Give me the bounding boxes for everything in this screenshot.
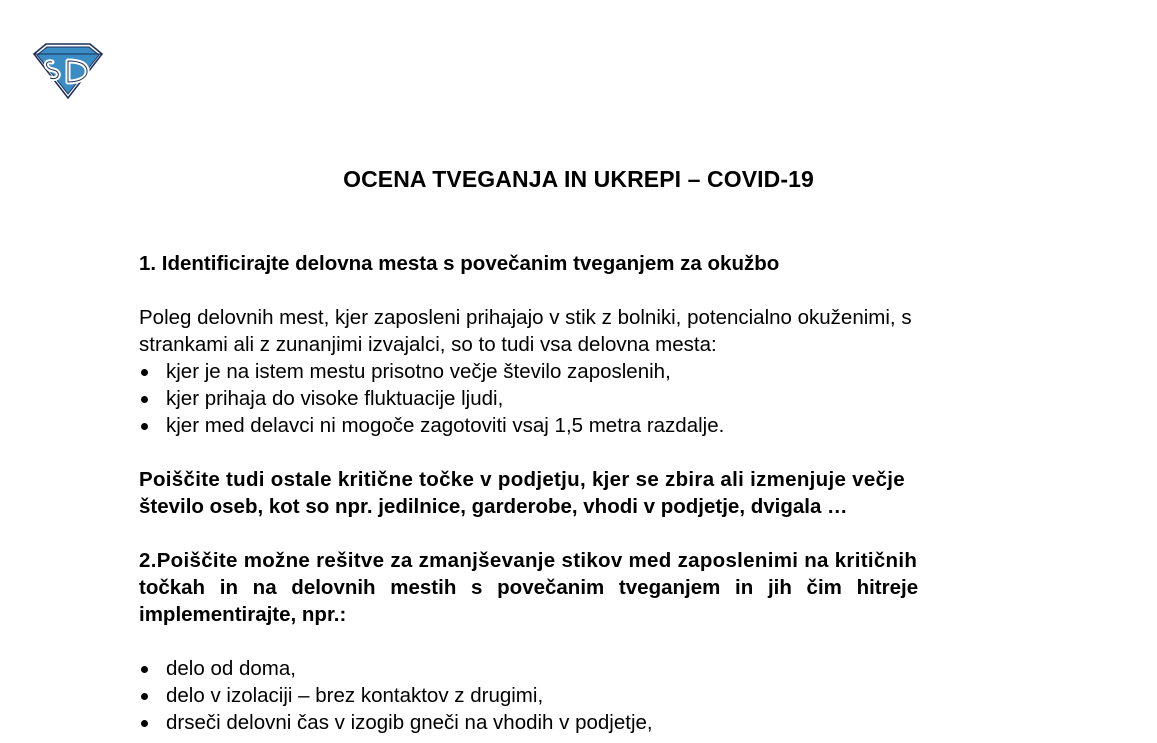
bullet-icon [141, 423, 148, 430]
risk-workplaces-list [139, 358, 1020, 439]
list-item: kjer prihaja do visoke fluktuacije ljudi, [139, 385, 1020, 412]
list-item: delo od doma, [139, 655, 1020, 682]
intro-line-1: Poleg delovnih mest, kjer zaposleni prihajajo v stik z bolniki, potencialno okuženimi, s [139, 306, 912, 329]
bullet-icon [141, 396, 148, 403]
list-item: kjer med delavci ni mogoče zagotoviti vsaj 1,5 metra razdalje. [139, 412, 1020, 439]
company-logo [30, 40, 106, 100]
document-title: OCENA TVEGANJA IN UKREPI – COVID-19 [343, 166, 814, 192]
bullet-icon [141, 693, 148, 700]
section-2-line-2: točkah in na delovnih mestih s povečanim tveganjem in jih čim hitreje [139, 576, 919, 599]
list-item: kjer je na istem mestu prisotno večje število zaposlenih, [139, 358, 1020, 385]
diamond-logo-icon [30, 40, 106, 100]
bullet-icon [141, 666, 148, 673]
list-item: drseči delovni čas v izogib gneči na vhodih v podjetje, [139, 709, 1020, 736]
intro-line-2: strankami ali z zunanjimi izvajalci, so to tudi vsa delovna mesta: [139, 333, 717, 356]
section-2-line-1: 2.Poiščite možne rešitve za zmanjševanje stikov med zaposlenimi na kritičnih [139, 549, 918, 572]
critical-points-line-1: Poiščite tudi ostale kritične točke v podjetju, kjer se zbira ali izmenjuje večje [139, 468, 905, 491]
section-1-heading: 1. Identificirajte delovna mesta s povečanim tveganjem za okužbo [139, 252, 780, 275]
bullet-icon [141, 720, 148, 727]
list-item: delo v izolaciji – brez kontaktov z drugimi, [139, 682, 1020, 709]
document-body [139, 250, 1020, 736]
bullet-icon [141, 369, 148, 376]
section-2-line-3: implementirajte, npr.: [139, 603, 347, 626]
critical-points-line-2: število oseb, kot so npr. jedilnice, garderobe, vhodi v podjetje, dvigala … [139, 495, 848, 518]
solutions-list [139, 655, 1020, 736]
